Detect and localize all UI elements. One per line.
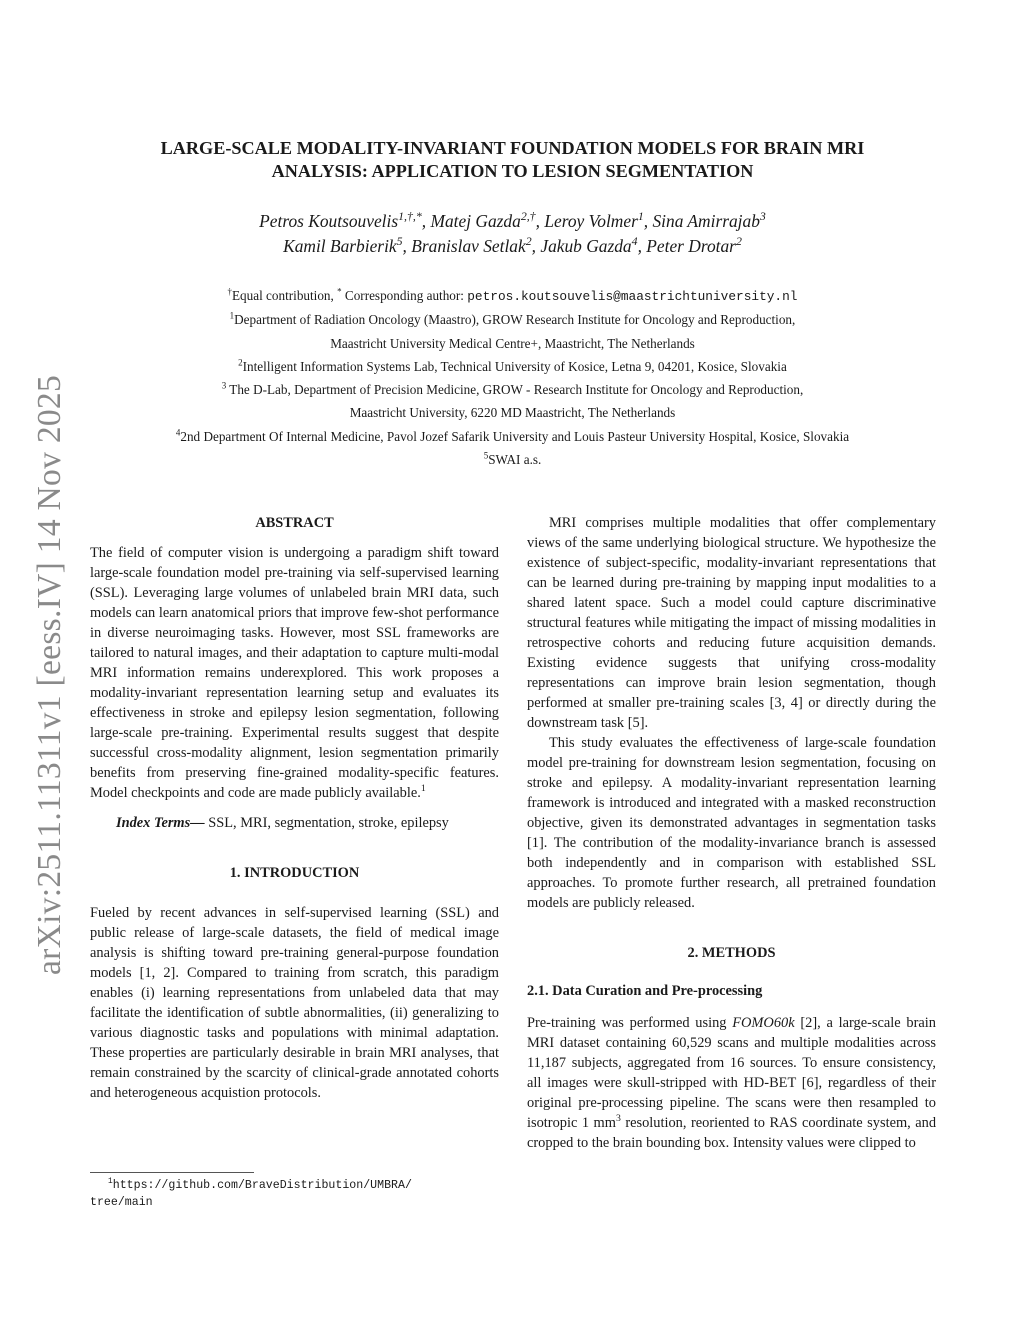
right-column bbox=[527, 513, 936, 1153]
author-affil-mark: 2 bbox=[735, 234, 742, 249]
abstract-heading: ABSTRACT bbox=[255, 515, 334, 531]
author-email-link[interactable]: petros.koutsouvelis@maastrichtuniversity.nl bbox=[467, 289, 798, 304]
author-affil-mark: 2 bbox=[525, 234, 532, 249]
corresponding-note: †Equal contribution, * Corresponding author: petros.koutsouvelis@maastrichtuniversity.nl bbox=[227, 286, 798, 304]
affiliation-4: $^4$2nd Department Of Internal Medicine, Pavol Jozef Safarik University and Louis Pasteur University Hospital, Kosice, Slovakia bbox=[175, 427, 850, 444]
dataset-name: FOMO60k bbox=[732, 1015, 795, 1031]
footnote-link-cont[interactable]: tree/main bbox=[90, 1196, 153, 1209]
author-name: Kamil Barbierik bbox=[283, 236, 397, 256]
author-name: Jakub Gazda bbox=[540, 236, 632, 256]
author-name: Leroy Volmer bbox=[544, 211, 638, 231]
author-affil-mark: 1 bbox=[637, 209, 644, 224]
affiliation-1-cont: Maastricht University Medical Centre+, Maastricht, The Netherlands bbox=[330, 335, 695, 351]
author-list bbox=[90, 209, 935, 259]
author-line-1: Petros Koutsouvelis$^{1,\dagger,*}$, Matej Gazda$^{2,\dagger}$, Leroy Volmer$^1$, Sina Amirrajab$^3$ bbox=[259, 209, 766, 231]
intro-paragraph-2: MRI comprises multiple modalities that offer complementary views of the same underlying biological structure. We hypothesize the existence of subject-specific, modality-invariant representations that can be learned during pre-training by mapping input modalities to a shared latent space. Such a model could capture discriminative structural features while mitigating the impact of missing modalities in retrospective cohorts and reducing future acquisition demands. Existing evidence suggests that unifying cross-modality representations can improve brain lesion segmentation, though performed at smaller pre-training scales [3, 4] or directly during the downstream task [5]. bbox=[527, 515, 936, 731]
affiliation-3-cont: Maastricht University, 6220 MD Maastricht, The Netherlands bbox=[349, 405, 676, 421]
left-column bbox=[90, 513, 499, 1103]
footnote-mark: 1 bbox=[108, 1177, 113, 1187]
index-terms bbox=[90, 813, 499, 833]
footnote-ref[interactable]: 1 bbox=[420, 783, 426, 795]
footnote-link[interactable]: https://github.com/BraveDistribution/UMBRA/ bbox=[112, 1179, 412, 1192]
author-affil-mark: 5 bbox=[396, 234, 403, 249]
affiliation-2: $^2$Intelligent Information Systems Lab, Technical University of Kosice, Letna 9, 04201, Kosice, Slovakia bbox=[238, 357, 787, 374]
methods-body: Pre-training was performed using FOMO60k [2], a large-scale brain MRI dataset containing 60,529 scans and multiple modalities across 11,187 subjects, aggregated from 16 sources. To ensure consistency, all images were skull-stripped with HD-BET [6], regardless of their original pre-processing pipeline. The scans were then resampled to isotropic 1 $mm^3$ resolution, reoriented to RAS coordinate system, and cropped to the brain bounding box. Intensity values were clipped to bbox=[527, 1015, 937, 1151]
introduction-body: Fueled by recent advances in self-supervised learning (SSL) and public release of large-scale datasets, the field of medical image analysis is shifting toward pre-training general-purpose foundation models [1, 2]. Compared to training from scratch, this paradigm enables (i) learning representations from unlabeled data that may facilitate the identification of subtle abnormalities, (ii) generalizing to various diagnostic tasks and populations with minimal adaptation. These properties are particularly desirable in brain MRI analyses, that remain constrained by the scarcity of clinical-grade annotated cohorts and heterogeneous acquistion protocols. bbox=[90, 905, 499, 1101]
subsection-heading: 2.1. Data Curation and Pre-processing bbox=[527, 983, 763, 999]
author-name: Matej Gazda bbox=[430, 211, 521, 231]
footnote bbox=[90, 1177, 499, 1211]
footnote-divider bbox=[90, 1172, 254, 1173]
arxiv-identifier: arXiv:2511.11311v1 [eess.IV] 14 Nov 2025 bbox=[31, 374, 68, 975]
author-affil-mark: 2,† bbox=[520, 209, 536, 224]
author-name: Branislav Setlak bbox=[411, 236, 526, 256]
paper-title bbox=[90, 137, 935, 183]
author-affil-mark: 1,†,* bbox=[398, 209, 422, 224]
methods-heading: 2. METHODS bbox=[687, 945, 776, 961]
index-terms-text: SSL, MRI, segmentation, stroke, epilepsy bbox=[204, 815, 449, 831]
author-name: Petros Koutsouvelis bbox=[259, 211, 399, 231]
author-line-2: Kamil Barbierik$^5$, Branislav Setlak$^2$, Jakub Gazda$^4$, Peter Drotar$^2$ bbox=[283, 234, 742, 256]
abstract-body: The field of computer vision is undergoing a paradigm shift toward large-scale foundation model pre-training via self-supervised learning (SSL). Leveraging large volumes of unlabeled brain MRI data, such models can learn anatomical priors that improve few-shot performance in diverse neuroimaging tasks. However, most SSL frameworks are tailored to natural images, and their adaptation to capture multi-modal MRI information remains underexplored. This work proposes a modality-invariant representation learning setup and evaluates its effectiveness in stroke and epilepsy lesion segmentation, following large-scale pre-training. Experimental results suggest that despite successful cross-modality alignment, lesion segmentation primarily benefits from preserving fine-grained modality-specific features. Model checkpoints and code are made publicly available.$^1$ bbox=[90, 545, 499, 801]
affiliation-1: $^1$Department of Radiation Oncology (Maastro), GROW Research Institute for Oncology and Reproduction, bbox=[229, 310, 796, 328]
author-name: Peter Drotar bbox=[646, 236, 736, 256]
affiliation-5: $^5$SWAI a.s. bbox=[483, 450, 542, 468]
title-line-2: ANALYSIS: APPLICATION TO LESION SEGMENTATION bbox=[271, 161, 754, 181]
affiliations bbox=[90, 284, 935, 471]
author-name: Sina Amirrajab bbox=[652, 211, 760, 231]
author-affil-mark: 3 bbox=[759, 209, 766, 224]
index-terms-label: Index Terms— bbox=[116, 815, 205, 831]
affiliation-3: $^3$ The D-Lab, Department of Precision Medicine, GROW - Research Institute for Oncology and Reproduction, bbox=[221, 380, 804, 398]
introduction-heading: 1. INTRODUCTION bbox=[229, 865, 360, 881]
title-line-1: LARGE-SCALE MODALITY-INVARIANT FOUNDATION MODELS FOR BRAIN MRI bbox=[160, 138, 865, 158]
intro-paragraph-3: This study evaluates the effectiveness of large-scale foundation model pre-training for downstream lesion segmentation, focusing on stroke and epilepsy. A modality-invariant representation learning framework is introduced and integrated with a masked reconstruction objective, given its demonstrated advantages in segmentation tasks [1]. The contribution of the modality-invariance branch is assessed both independently and in comparison with established SSL approaches. To promote further research, all pretrained foundation models are publicly released. bbox=[527, 735, 936, 911]
author-affil-mark: 4 bbox=[631, 234, 638, 249]
